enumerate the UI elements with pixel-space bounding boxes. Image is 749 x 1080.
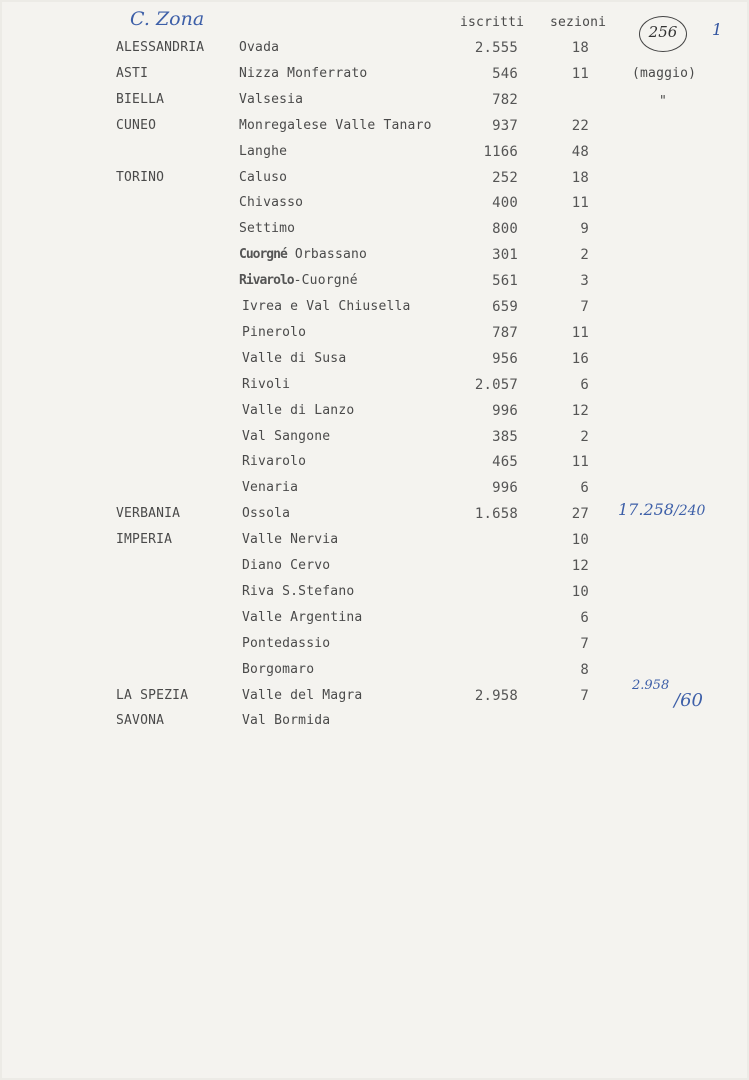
struck-out-text: Rivarolo bbox=[239, 273, 294, 288]
iscritti-value: 252 bbox=[492, 170, 518, 186]
iscritti-value: 956 bbox=[492, 351, 518, 367]
zone-label: Orbassano bbox=[294, 247, 368, 262]
zone-name bbox=[242, 636, 330, 651]
iscritti-value: 782 bbox=[492, 92, 518, 108]
zone-label: Valle di Susa bbox=[242, 351, 347, 366]
zone-label: Val Sangone bbox=[242, 429, 331, 444]
zone-name bbox=[242, 325, 306, 340]
sezioni-value: 18 bbox=[571, 40, 589, 56]
iscritti-value: 1166 bbox=[483, 144, 518, 160]
zone-label: Settimo bbox=[239, 221, 296, 236]
province-name: ASTI bbox=[116, 66, 149, 81]
zone-label: Ossola bbox=[242, 506, 291, 521]
zone-name bbox=[242, 454, 306, 469]
province-name: IMPERIA bbox=[116, 532, 173, 547]
iscritti-value: 2.057 bbox=[474, 377, 518, 393]
zone-name bbox=[242, 351, 346, 366]
zone-name bbox=[242, 662, 314, 677]
zone-label: Valle di Lanzo bbox=[242, 403, 355, 418]
sezioni-value: 2 bbox=[580, 429, 589, 445]
sezioni-value: 11 bbox=[571, 195, 589, 211]
handwritten-verbania-total: 17.258/240 bbox=[618, 500, 706, 519]
zone-name bbox=[242, 299, 411, 314]
province-name: TORINO bbox=[116, 170, 165, 185]
zone-label: Valle Argentina bbox=[242, 610, 363, 625]
sezioni-value: 12 bbox=[571, 558, 589, 574]
province-name: LA SPEZIA bbox=[116, 688, 189, 703]
zone-label: Rivoli bbox=[242, 377, 291, 392]
document-page bbox=[2, 2, 747, 1078]
iscritti-value: 385 bbox=[492, 429, 518, 445]
zone-name bbox=[242, 558, 330, 573]
zone-name bbox=[239, 92, 303, 107]
province-name: CUNEO bbox=[116, 118, 157, 133]
zone-name bbox=[242, 377, 290, 392]
header-sezioni: sezioni bbox=[550, 15, 607, 30]
zone-label: Pontedassio bbox=[242, 636, 331, 651]
sezioni-value: 18 bbox=[571, 170, 589, 186]
zone-label: Valle Nervia bbox=[242, 532, 339, 547]
iscritti-value: 465 bbox=[492, 454, 518, 470]
sezioni-value: 2 bbox=[580, 247, 589, 263]
zone-name bbox=[242, 506, 290, 521]
zone-label: -Cuorgné bbox=[293, 273, 358, 288]
iscritti-value: 301 bbox=[492, 247, 518, 263]
zone-name bbox=[239, 118, 432, 133]
sezioni-value: 7 bbox=[580, 688, 589, 704]
handwritten-laspezia-total: 2.958 bbox=[632, 678, 670, 693]
iscritti-value: 2.555 bbox=[474, 40, 518, 56]
zone-label: Borgomaro bbox=[242, 662, 315, 677]
zone-label: Riva S.Stefano bbox=[242, 584, 355, 599]
zone-label: Val Bormida bbox=[242, 713, 331, 728]
sezioni-value: 9 bbox=[580, 221, 589, 237]
iscritti-value: 400 bbox=[492, 195, 518, 211]
zone-name bbox=[242, 429, 330, 444]
province-name: ALESSANDRIA bbox=[116, 40, 205, 55]
header-iscritti: iscritti bbox=[460, 15, 525, 30]
zone-name bbox=[239, 144, 287, 159]
sezioni-value: 8 bbox=[580, 662, 589, 678]
zone-name bbox=[242, 532, 338, 547]
zone-label: Diano Cervo bbox=[242, 558, 331, 573]
zone-label: Rivarolo bbox=[242, 454, 307, 469]
zone-label: Monregalese Valle Tanaro bbox=[239, 118, 432, 133]
sezioni-value: 7 bbox=[580, 299, 589, 315]
zone-name bbox=[242, 688, 362, 703]
sezioni-value: 11 bbox=[571, 454, 589, 470]
zone-name bbox=[242, 403, 354, 418]
sezioni-value: 22 bbox=[571, 118, 589, 134]
zone-label: Pinerolo bbox=[242, 325, 307, 340]
sezioni-value: 10 bbox=[571, 584, 589, 600]
handwritten-zone-note: C. Zona bbox=[130, 8, 205, 30]
zone-label: Valsesia bbox=[239, 92, 304, 107]
sezioni-value: 48 bbox=[571, 144, 589, 160]
page-number: 1 bbox=[712, 20, 723, 39]
zone-name bbox=[239, 273, 358, 288]
zone-name bbox=[242, 610, 362, 625]
province-name: SAVONA bbox=[116, 713, 165, 728]
iscritti-value: 659 bbox=[492, 299, 518, 315]
zone-name bbox=[239, 221, 295, 236]
province-name: BIELLA bbox=[116, 92, 165, 107]
iscritti-value: 937 bbox=[492, 118, 518, 134]
zone-label: Nizza Monferrato bbox=[239, 66, 368, 81]
zone-name bbox=[239, 195, 303, 210]
note-ditto: " bbox=[659, 94, 668, 109]
iscritti-value: 1.658 bbox=[474, 506, 518, 522]
sezioni-value: 10 bbox=[571, 532, 589, 548]
zone-name bbox=[239, 247, 367, 262]
iscritti-value: 996 bbox=[492, 403, 518, 419]
zone-name bbox=[239, 170, 287, 185]
zone-label: Langhe bbox=[239, 144, 288, 159]
zone-name bbox=[242, 584, 354, 599]
province-name: VERBANIA bbox=[116, 506, 181, 521]
sezioni-value: 27 bbox=[571, 506, 589, 522]
iscritti-value: 800 bbox=[492, 221, 518, 237]
handwritten-laspezia-sezioni: /60 bbox=[674, 690, 703, 711]
zone-label: Caluso bbox=[239, 170, 288, 185]
iscritti-value: 996 bbox=[492, 480, 518, 496]
sezioni-value: 7 bbox=[580, 636, 589, 652]
sezioni-value: 6 bbox=[580, 480, 589, 496]
zone-name bbox=[242, 480, 298, 495]
zone-label: Ovada bbox=[239, 40, 280, 55]
zone-label: Valle del Magra bbox=[242, 688, 363, 703]
iscritti-value: 2.958 bbox=[474, 688, 518, 704]
iscritti-value: 561 bbox=[492, 273, 518, 289]
note-maggio: (maggio) bbox=[632, 66, 697, 81]
zone-name bbox=[242, 713, 330, 728]
struck-out-text: Cuorgné bbox=[239, 247, 287, 262]
sezioni-value: 6 bbox=[580, 610, 589, 626]
iscritti-value: 546 bbox=[492, 66, 518, 82]
zone-name bbox=[239, 40, 279, 55]
zone-label: Chivasso bbox=[239, 195, 304, 210]
sezioni-value: 6 bbox=[580, 377, 589, 393]
zone-label: Ivrea e Val Chiusella bbox=[242, 299, 411, 314]
sezioni-value: 16 bbox=[571, 351, 589, 367]
page-number-circle: 256 bbox=[639, 16, 687, 52]
sezioni-value: 3 bbox=[580, 273, 589, 289]
sezioni-value: 11 bbox=[571, 325, 589, 341]
iscritti-value: 787 bbox=[492, 325, 518, 341]
sezioni-value: 12 bbox=[571, 403, 589, 419]
zone-name bbox=[239, 66, 367, 81]
sezioni-value: 11 bbox=[571, 66, 589, 82]
zone-label: Venaria bbox=[242, 480, 299, 495]
